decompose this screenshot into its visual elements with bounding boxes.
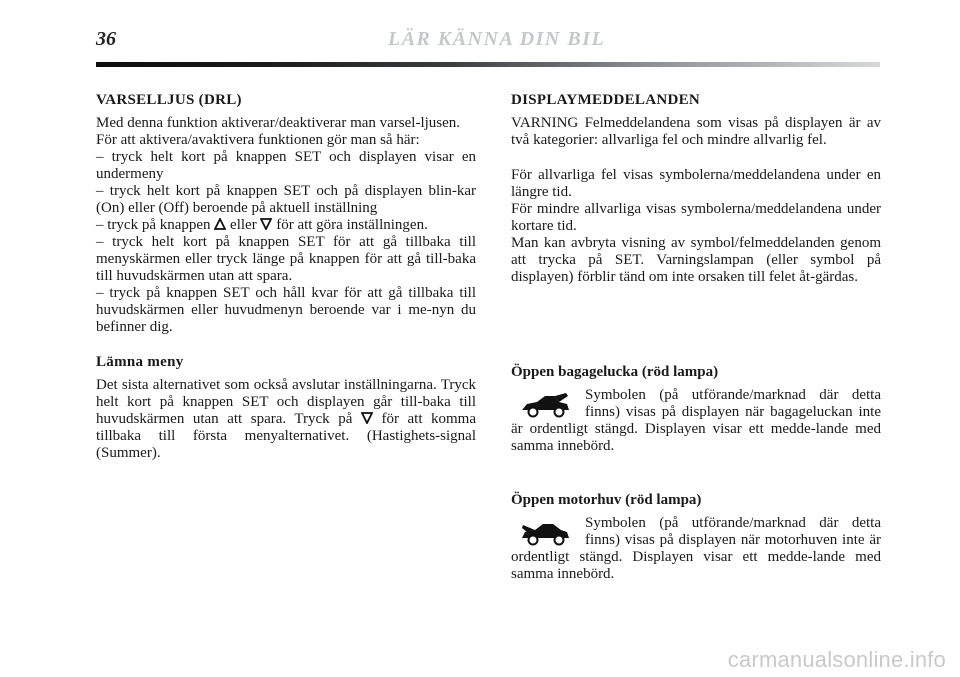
drl-instructions: För att aktivera/avaktivera funktionen gör man så här: — [96, 132, 420, 148]
warning-intro: VARNING Felmeddelandena som visas på displayen är av två kategorier: allvarliga fel och mindre allvarlig fel. — [511, 115, 881, 148]
up-triangle-icon — [214, 218, 226, 230]
warning-hood-text: Symbolen (på utförande/marknad där detta finns) visas på displayen när motorhuven inte är ordentligt stängd. Displayen visar ett medde-lande med samma innebörd. — [511, 515, 881, 582]
serious-errors-text: För allvarliga fel visas symbolerna/meddelandena under en längre tid. — [511, 167, 881, 200]
drl-step-3: – tryck på knappen eller för att göra inställningen. — [96, 217, 428, 233]
warning-trunk-text: Symbolen (på utförande/marknad där detta finns) visas på displayen när bagageluckan inte är ordentligt stängd. Displayen visar ett medde-lande med samma innebörd. — [511, 387, 881, 454]
header-rule — [96, 62, 880, 67]
drl-heading: VARSELLJUS (DRL) — [96, 92, 242, 108]
minor-errors-text: För mindre allvarliga visas symbolerna/meddelandena under kortare tid. — [511, 201, 881, 234]
down-triangle-icon — [260, 218, 272, 230]
display-messages-heading: DISPLAYMEDDELANDEN — [511, 92, 701, 108]
left-column — [96, 92, 476, 462]
right-column — [511, 92, 881, 286]
car-open-trunk-icon — [519, 393, 571, 419]
warning-trunk — [511, 364, 881, 455]
exit-menu-text: Det sista alternativet som också avslutar inställningarna. Tryck helt kort på knappen SET och displayen går till-baka till huvudskärmen utan att spara. Tryck på för att komma tillbaka till första menyalternativet. (Hastighets-signal (Summer). — [96, 377, 477, 461]
warning-trunk-title: Öppen bagagelucka (röd lampa) — [511, 364, 719, 380]
drl-step-1: – tryck helt kort på knappen SET och displayen visar en undermeny — [96, 149, 476, 182]
page-number: 36 — [96, 28, 116, 50]
drl-step-4: – tryck helt kort på knappen SET för att gå tillbaka till menyskärmen eller tryck länge på knappen för att gå till-baka till huvudskärmen utan att spara. — [96, 234, 476, 284]
down-triangle-icon — [361, 412, 373, 424]
drl-intro: Med denna funktion aktiverar/deaktiverar man varsel-ljusen. — [96, 115, 461, 131]
car-open-hood-icon — [519, 521, 571, 547]
watermark: carmanualsonline.info — [727, 647, 946, 672]
warning-hood-title: Öppen motorhuv (röd lampa) — [511, 492, 702, 508]
drl-step-2: – tryck helt kort på knappen SET och på displayen blin-kar (On) eller (Off) beroende på aktuell inställning — [96, 183, 476, 216]
cancel-display-text: Man kan avbryta visning av symbol/felmeddelanden genom att trycka på SET. Varningslampan (eller symbol på displayen) förblir tänd om inte orsaken till felet åt-gärdas. — [511, 235, 881, 285]
exit-menu-heading: Lämna meny — [96, 354, 184, 370]
running-title: LÄR KÄNNA DIN BIL — [388, 28, 606, 50]
drl-step-5: – tryck på knappen SET och håll kvar för att gå tillbaka till huvudskärmen eller huvudmenyn beroende var i me-nyn du befinner dig. — [96, 285, 476, 335]
warning-hood — [511, 492, 881, 583]
